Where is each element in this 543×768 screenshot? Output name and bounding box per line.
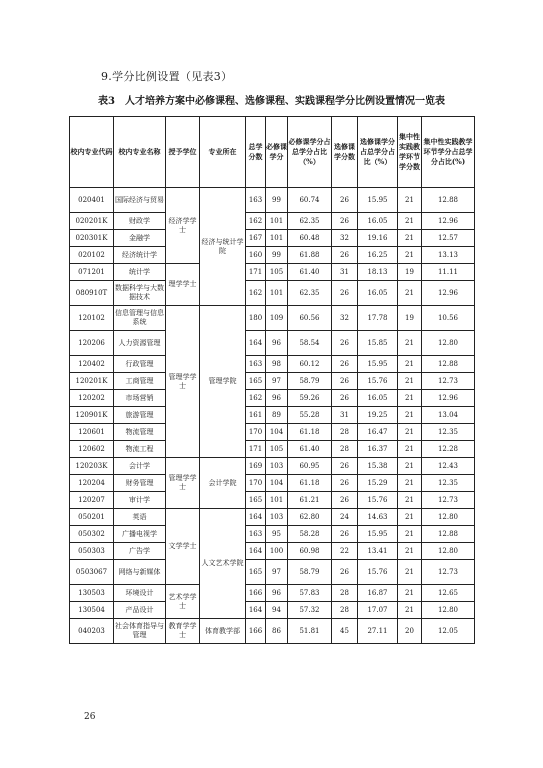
table-row <box>70 585 475 602</box>
elective-cell: 26 <box>332 281 358 306</box>
code-cell: 080910T <box>70 281 114 306</box>
credit-ratio-table <box>69 116 475 644</box>
practice-ratio-cell: 12.88 <box>422 356 475 373</box>
required-cell: 101 <box>266 492 288 509</box>
name-cell: 物流管理 <box>114 424 166 441</box>
required-ratio-cell: 61.88 <box>288 247 332 264</box>
required-ratio-cell: 60.95 <box>288 458 332 475</box>
code-cell: 050302 <box>70 526 114 543</box>
name-cell: 广告学 <box>114 543 166 560</box>
code-cell: 120207 <box>70 492 114 509</box>
practice-ratio-cell: 12.96 <box>422 213 475 230</box>
header-elective-ratio: 选修课学分占总学分占比（%） <box>358 117 398 188</box>
header-elective: 选修课学分数 <box>332 117 358 188</box>
total-cell: 166 <box>246 585 266 602</box>
school-group-cell: 人文艺术学院 <box>200 509 246 619</box>
elective-ratio-cell: 27.11 <box>358 619 398 644</box>
elective-ratio-cell: 15.76 <box>358 560 398 585</box>
required-ratio-cell: 51.81 <box>288 619 332 644</box>
practice-cell: 21 <box>398 509 422 526</box>
elective-cell: 28 <box>332 441 358 458</box>
practice-cell: 21 <box>398 441 422 458</box>
elective-cell: 32 <box>332 306 358 331</box>
required-cell: 98 <box>266 356 288 373</box>
practice-cell: 21 <box>398 188 422 213</box>
practice-ratio-cell: 13.13 <box>422 247 475 264</box>
elective-cell: 26 <box>332 373 358 390</box>
school-group-cell: 管理学院 <box>200 306 246 458</box>
practice-ratio-cell: 12.73 <box>422 373 475 390</box>
total-cell: 170 <box>246 475 266 492</box>
table-row <box>70 458 475 475</box>
required-ratio-cell: 62.35 <box>288 281 332 306</box>
code-cell: 130503 <box>70 585 114 602</box>
elective-ratio-cell: 18.13 <box>358 264 398 281</box>
required-ratio-cell: 60.12 <box>288 356 332 373</box>
table-row <box>70 281 475 306</box>
name-cell: 社会体育指导与管理 <box>114 619 166 644</box>
total-cell: 164 <box>246 331 266 356</box>
name-cell: 经济统计学 <box>114 247 166 264</box>
practice-ratio-cell: 12.88 <box>422 526 475 543</box>
required-ratio-cell: 62.80 <box>288 509 332 526</box>
table-row <box>70 526 475 543</box>
required-cell: 109 <box>266 306 288 331</box>
table-row <box>70 356 475 373</box>
practice-cell: 21 <box>398 331 422 356</box>
elective-cell: 26 <box>332 458 358 475</box>
required-cell: 97 <box>266 560 288 585</box>
total-cell: 160 <box>246 247 266 264</box>
elective-cell: 45 <box>332 619 358 644</box>
code-cell: 130504 <box>70 602 114 619</box>
table-caption: 表3 人才培养方案中必修课程、选修课程、实践课程学分比例设置情况一览表 <box>98 96 445 107</box>
practice-cell: 19 <box>398 264 422 281</box>
degree-group-cell: 管理学学士 <box>166 458 200 509</box>
elective-ratio-cell: 15.29 <box>358 475 398 492</box>
total-cell: 167 <box>246 230 266 247</box>
practice-cell: 21 <box>398 560 422 585</box>
elective-cell: 28 <box>332 602 358 619</box>
required-cell: 105 <box>266 264 288 281</box>
total-cell: 165 <box>246 373 266 390</box>
elective-ratio-cell: 15.76 <box>358 492 398 509</box>
name-cell: 审计学 <box>114 492 166 509</box>
elective-cell: 24 <box>332 509 358 526</box>
practice-ratio-cell: 12.43 <box>422 458 475 475</box>
practice-ratio-cell: 13.04 <box>422 407 475 424</box>
header-required: 必修课学分 <box>266 117 288 188</box>
code-cell: 020401 <box>70 188 114 213</box>
table-row <box>70 390 475 407</box>
practice-cell: 21 <box>398 492 422 509</box>
table-row <box>70 247 475 264</box>
practice-cell: 21 <box>398 543 422 560</box>
practice-cell: 21 <box>398 247 422 264</box>
degree-group-cell: 艺术学学士 <box>166 585 200 619</box>
table-row <box>70 407 475 424</box>
code-cell: 120201K <box>70 373 114 390</box>
practice-ratio-cell: 12.88 <box>422 188 475 213</box>
practice-cell: 21 <box>398 585 422 602</box>
name-cell: 产品设计 <box>114 602 166 619</box>
header-name: 校内专业名称 <box>114 117 166 188</box>
table-row <box>70 373 475 390</box>
elective-ratio-cell: 19.16 <box>358 230 398 247</box>
table-row <box>70 509 475 526</box>
elective-ratio-cell: 15.95 <box>358 526 398 543</box>
elective-ratio-cell: 19.25 <box>358 407 398 424</box>
required-ratio-cell: 61.18 <box>288 475 332 492</box>
header-practice: 集中性实践教学环节学分数 <box>398 117 422 188</box>
required-ratio-cell: 62.35 <box>288 213 332 230</box>
name-cell: 金融学 <box>114 230 166 247</box>
section-title: 9.学分比例设置（见表3） <box>101 70 233 83</box>
name-cell: 统计学 <box>114 264 166 281</box>
table-row <box>70 188 475 213</box>
name-cell: 财务管理 <box>114 475 166 492</box>
practice-cell: 20 <box>398 619 422 644</box>
required-ratio-cell: 60.98 <box>288 543 332 560</box>
practice-cell: 19 <box>398 306 422 331</box>
practice-ratio-cell: 12.28 <box>422 441 475 458</box>
elective-cell: 31 <box>332 264 358 281</box>
required-cell: 95 <box>266 526 288 543</box>
name-cell: 国际经济与贸易 <box>114 188 166 213</box>
required-cell: 105 <box>266 441 288 458</box>
name-cell: 网络与新媒体 <box>114 560 166 585</box>
header-required-ratio: 必修课学分占总学分占比（%） <box>288 117 332 188</box>
name-cell: 旅游管理 <box>114 407 166 424</box>
table-row <box>70 492 475 509</box>
elective-ratio-cell: 16.37 <box>358 441 398 458</box>
required-ratio-cell: 61.21 <box>288 492 332 509</box>
elective-cell: 26 <box>332 213 358 230</box>
elective-cell: 26 <box>332 475 358 492</box>
code-cell: 120204 <box>70 475 114 492</box>
school-group-cell: 经济与统计学院 <box>200 188 246 306</box>
elective-cell: 26 <box>332 526 358 543</box>
code-cell: 020102 <box>70 247 114 264</box>
total-cell: 166 <box>246 619 266 644</box>
elective-ratio-cell: 15.85 <box>358 331 398 356</box>
school-group-cell: 会计学院 <box>200 458 246 509</box>
total-cell: 165 <box>246 560 266 585</box>
header-row <box>70 117 475 188</box>
practice-cell: 21 <box>398 526 422 543</box>
code-cell: 120206 <box>70 331 114 356</box>
code-cell: 120102 <box>70 306 114 331</box>
table-row <box>70 602 475 619</box>
elective-cell: 26 <box>332 356 358 373</box>
name-cell: 英语 <box>114 509 166 526</box>
required-ratio-cell: 57.32 <box>288 602 332 619</box>
elective-ratio-cell: 14.63 <box>358 509 398 526</box>
required-cell: 99 <box>266 188 288 213</box>
required-cell: 101 <box>266 281 288 306</box>
table-row <box>70 560 475 585</box>
code-cell: 071201 <box>70 264 114 281</box>
total-cell: 171 <box>246 264 266 281</box>
table-row <box>70 475 475 492</box>
required-ratio-cell: 58.54 <box>288 331 332 356</box>
required-cell: 104 <box>266 475 288 492</box>
required-cell: 96 <box>266 331 288 356</box>
practice-ratio-cell: 12.80 <box>422 543 475 560</box>
name-cell: 市场营销 <box>114 390 166 407</box>
header-total: 总学分数 <box>246 117 266 188</box>
practice-ratio-cell: 12.35 <box>422 475 475 492</box>
code-cell: 120602 <box>70 441 114 458</box>
practice-ratio-cell: 12.80 <box>422 331 475 356</box>
elective-cell: 26 <box>332 247 358 264</box>
code-cell: 050303 <box>70 543 114 560</box>
name-cell: 会计学 <box>114 458 166 475</box>
total-cell: 169 <box>246 458 266 475</box>
practice-ratio-cell: 12.35 <box>422 424 475 441</box>
required-ratio-cell: 60.48 <box>288 230 332 247</box>
practice-ratio-cell: 12.80 <box>422 509 475 526</box>
table-row <box>70 264 475 281</box>
degree-group-cell: 管理学学士 <box>166 306 200 458</box>
elective-ratio-cell: 15.38 <box>358 458 398 475</box>
practice-cell: 21 <box>398 407 422 424</box>
required-cell: 94 <box>266 602 288 619</box>
practice-cell: 21 <box>398 424 422 441</box>
code-cell: 040203 <box>70 619 114 644</box>
total-cell: 162 <box>246 213 266 230</box>
header-practice-ratio: 集中性实践教学环节学分占总学分占比(%) <box>422 117 475 188</box>
degree-group-cell: 教育学学士 <box>166 619 200 644</box>
name-cell: 广播电视学 <box>114 526 166 543</box>
total-cell: 163 <box>246 356 266 373</box>
required-ratio-cell: 58.79 <box>288 560 332 585</box>
practice-cell: 21 <box>398 602 422 619</box>
elective-ratio-cell: 16.87 <box>358 585 398 602</box>
practice-cell: 21 <box>398 281 422 306</box>
code-cell: 120402 <box>70 356 114 373</box>
elective-ratio-cell: 16.05 <box>358 390 398 407</box>
code-cell: 120202 <box>70 390 114 407</box>
name-cell: 工商管理 <box>114 373 166 390</box>
total-cell: 171 <box>246 441 266 458</box>
practice-ratio-cell: 12.80 <box>422 602 475 619</box>
table-row <box>70 306 475 331</box>
school-group-cell: 体育教学部 <box>200 619 246 644</box>
header-degree: 授予学位 <box>166 117 200 188</box>
practice-ratio-cell: 12.96 <box>422 281 475 306</box>
table-row <box>70 424 475 441</box>
required-cell: 89 <box>266 407 288 424</box>
required-cell: 100 <box>266 543 288 560</box>
table-row <box>70 543 475 560</box>
practice-ratio-cell: 12.73 <box>422 560 475 585</box>
required-cell: 99 <box>266 247 288 264</box>
required-cell: 104 <box>266 424 288 441</box>
total-cell: 180 <box>246 306 266 331</box>
required-cell: 96 <box>266 390 288 407</box>
name-cell: 人力资源管理 <box>114 331 166 356</box>
elective-ratio-cell: 17.07 <box>358 602 398 619</box>
elective-cell: 28 <box>332 585 358 602</box>
total-cell: 170 <box>246 424 266 441</box>
name-cell: 环境设计 <box>114 585 166 602</box>
practice-ratio-cell: 12.65 <box>422 585 475 602</box>
degree-group-cell: 经济学学士 <box>166 188 200 264</box>
elective-cell: 26 <box>332 390 358 407</box>
table-row <box>70 619 475 644</box>
required-ratio-cell: 60.56 <box>288 306 332 331</box>
required-cell: 103 <box>266 458 288 475</box>
practice-cell: 21 <box>398 458 422 475</box>
elective-ratio-cell: 16.47 <box>358 424 398 441</box>
degree-group-cell: 理学学士 <box>166 264 200 306</box>
required-ratio-cell: 59.26 <box>288 390 332 407</box>
code-cell: 050201 <box>70 509 114 526</box>
table-row <box>70 441 475 458</box>
elective-cell: 26 <box>332 492 358 509</box>
elective-ratio-cell: 17.78 <box>358 306 398 331</box>
required-ratio-cell: 57.83 <box>288 585 332 602</box>
practice-ratio-cell: 10.56 <box>422 306 475 331</box>
practice-cell: 21 <box>398 356 422 373</box>
required-cell: 101 <box>266 230 288 247</box>
total-cell: 165 <box>246 492 266 509</box>
required-ratio-cell: 61.40 <box>288 441 332 458</box>
elective-cell: 31 <box>332 407 358 424</box>
practice-ratio-cell: 12.96 <box>422 390 475 407</box>
practice-cell: 21 <box>398 390 422 407</box>
required-ratio-cell: 60.74 <box>288 188 332 213</box>
table-row <box>70 331 475 356</box>
code-cell: 020301K <box>70 230 114 247</box>
required-ratio-cell: 61.18 <box>288 424 332 441</box>
code-cell: 020201K <box>70 213 114 230</box>
practice-ratio-cell: 12.73 <box>422 492 475 509</box>
practice-cell: 21 <box>398 373 422 390</box>
required-cell: 97 <box>266 373 288 390</box>
code-cell: 0503067 <box>70 560 114 585</box>
total-cell: 163 <box>246 188 266 213</box>
code-cell: 120601 <box>70 424 114 441</box>
table-row <box>70 213 475 230</box>
name-cell: 财政学 <box>114 213 166 230</box>
required-ratio-cell: 58.28 <box>288 526 332 543</box>
elective-ratio-cell: 16.05 <box>358 213 398 230</box>
header-school: 专业所在 <box>200 117 246 188</box>
practice-cell: 21 <box>398 475 422 492</box>
table-row <box>70 230 475 247</box>
practice-cell: 21 <box>398 213 422 230</box>
code-cell: 120901K <box>70 407 114 424</box>
elective-ratio-cell: 15.95 <box>358 188 398 213</box>
elective-cell: 26 <box>332 331 358 356</box>
name-cell: 数据科学与大数据技术 <box>114 281 166 306</box>
required-cell: 103 <box>266 509 288 526</box>
total-cell: 164 <box>246 509 266 526</box>
required-cell: 86 <box>266 619 288 644</box>
name-cell: 物流工程 <box>114 441 166 458</box>
page-number: 26 <box>84 712 96 722</box>
degree-group-cell: 文学学士 <box>166 509 200 585</box>
elective-ratio-cell: 16.25 <box>358 247 398 264</box>
total-cell: 162 <box>246 281 266 306</box>
practice-cell: 21 <box>398 230 422 247</box>
required-ratio-cell: 58.79 <box>288 373 332 390</box>
elective-cell: 32 <box>332 230 358 247</box>
total-cell: 164 <box>246 543 266 560</box>
code-cell: 120203K <box>70 458 114 475</box>
practice-ratio-cell: 12.57 <box>422 230 475 247</box>
elective-cell: 26 <box>332 560 358 585</box>
elective-ratio-cell: 15.76 <box>358 373 398 390</box>
elective-ratio-cell: 16.05 <box>358 281 398 306</box>
total-cell: 164 <box>246 602 266 619</box>
name-cell: 信息管理与信息系统 <box>114 306 166 331</box>
required-ratio-cell: 55.28 <box>288 407 332 424</box>
elective-cell: 28 <box>332 424 358 441</box>
total-cell: 161 <box>246 407 266 424</box>
elective-cell: 22 <box>332 543 358 560</box>
elective-ratio-cell: 15.95 <box>358 356 398 373</box>
required-cell: 96 <box>266 585 288 602</box>
elective-cell: 26 <box>332 188 358 213</box>
elective-ratio-cell: 13.41 <box>358 543 398 560</box>
total-cell: 163 <box>246 526 266 543</box>
practice-ratio-cell: 11.11 <box>422 264 475 281</box>
practice-ratio-cell: 12.05 <box>422 619 475 644</box>
header-code: 校内专业代码 <box>70 117 114 188</box>
required-cell: 101 <box>266 213 288 230</box>
total-cell: 162 <box>246 390 266 407</box>
required-ratio-cell: 61.40 <box>288 264 332 281</box>
name-cell: 行政管理 <box>114 356 166 373</box>
